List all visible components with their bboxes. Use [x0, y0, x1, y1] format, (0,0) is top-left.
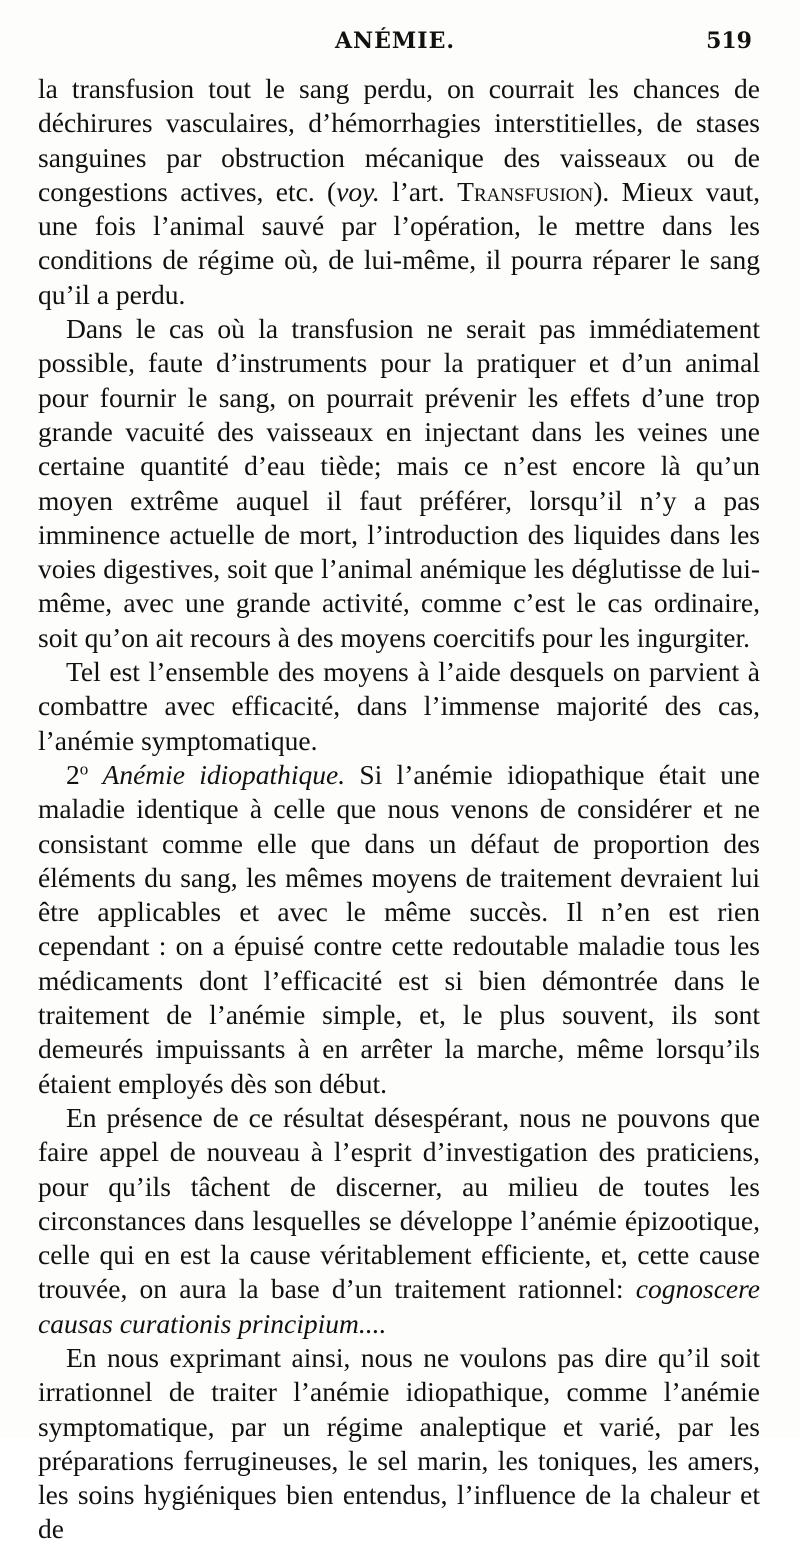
- text-run: 2: [66, 758, 80, 790]
- text-run: En nous exprimant ainsi, nous ne voulons pas dire qu’il soit irrationnel de traiter l’anémie idiopathique, comme l’anémie symptomatique, par un régime analeptique et varié, par les préparations ferrugineuses, le sel marin, les toniques, les amers, les soins hygiéniques bien entendus, l’influence de la chaleur et de: [38, 1341, 760, 1545]
- paragraph: [38, 1101, 760, 1341]
- running-title: ANÉMIE.: [334, 28, 456, 54]
- italic-text: Anémie idiopathique.: [102, 758, 346, 790]
- paragraph: [38, 655, 760, 758]
- paragraph: [38, 1341, 760, 1547]
- smallcaps-text: Transfusion: [457, 175, 594, 207]
- running-head: [38, 28, 752, 64]
- text-run: l’art.: [379, 175, 458, 207]
- italic-text: cognoscere causas curationis principium....: [38, 1273, 760, 1339]
- text-run: En présence de ce résultat désespérant, nous ne pouvons que faire appel de nouveau à l’esprit d’investigation des praticiens, pour qu’ils tâchent de discerner, au milieu de toutes les circonstances dans lesquelles se développe l’anémie épizootique, celle qui en est la cause véritablement efficiente, et, cette cause trouvée, on aura la base d’un traitement rationnel:: [38, 1101, 760, 1305]
- paragraph: [38, 758, 760, 1101]
- text-run: Tel est l’ensemble des moyens à l’aide desquels on parvient à combattre avec efficacité, dans l’immense majorité des cas, l’anémie symptomatique.: [38, 656, 760, 756]
- superscript-text: o: [79, 759, 89, 779]
- body-text: [38, 72, 760, 1547]
- paragraph: [38, 312, 760, 655]
- text-run: [88, 759, 102, 790]
- text-run: Dans le cas où la transfusion ne serait pas immédiatement possible, faute d’instruments pour la pratiquer et d’un animal pour fournir le sang, on pourrait prévenir les effets d’une trop grande vacuité des vaisseaux en injectant dans les veines une certaine quantité d’eau tiède; mais ce n’est encore là qu’un moyen extrême auquel il faut préférer, lorsqu’il n’y a pas imminence actuelle de mort, l’introduction des liquides dans les voies digestives, soit que l’animal anémique les déglutisse de lui-même, avec une grande activité, comme c’est le cas ordinaire, soit qu’on ait recours à des moyens coercitifs pour les ingurgiter.: [38, 313, 760, 653]
- italic-text: voy.: [336, 175, 380, 207]
- page-number: 519: [706, 28, 752, 54]
- text-run: ). Mieux vaut, une fois l’animal sauvé par l’opération, le mettre dans les conditions de régime où, de lui-même, il pourra réparer le sang qu’il a perdu.: [38, 175, 761, 310]
- text-run: Si l’anémie idiopathique était une maladie identique à celle que nous venons de considérer et ne consistant comme elle que dans un défaut de proportion des éléments du sang, les mêmes moyens de traitement devraient lui être applicables et avec le même succès. Il n’en est rien cependant : on a épuisé contre cette redoutable maladie tous les médicaments dont l’efficacité est si bien démontrée dans le traitement de l’anémie simple, et, le plus souvent, ils sont demeurés impuissants à en arrêter la marche, même lorsqu’ils étaient employés dès son début.: [38, 758, 760, 1099]
- text-run: la transfusion tout le sang perdu, on courrait les chances de déchirures vasculaires, d’hémorrhagies interstitielles, de stases sanguines par obstruction mécanique des vaisseaux ou de congestions actives, etc. (: [38, 73, 760, 207]
- paragraph: [38, 72, 760, 312]
